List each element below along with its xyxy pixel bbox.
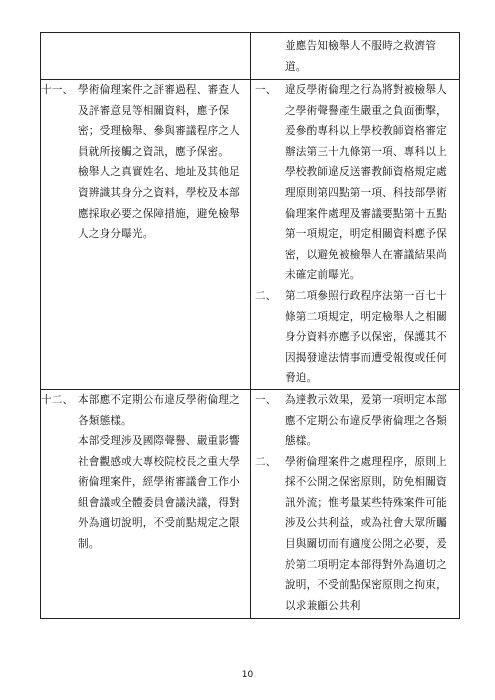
article-item	[41, 80, 250, 162]
table-cell-right	[251, 80, 460, 390]
article-number: 十一、	[41, 84, 74, 96]
item-text: 違反學術倫理之行為將對被檢舉人之學術聲譽產生嚴重之負面衝擊，爰參酌專科以上學校教師資格審定辦法第三十九條第一項、專科以上學校教師違反送審教師資格規定處理原則第四點第一項、科技部學術倫理案件處理及審議要點第十五點第一項規定，明定相關資料應予保密，以避免被檢舉人在審議結果尚未確定前曝光。	[285, 84, 447, 282]
explanation-item	[251, 390, 459, 452]
article-paragraph: 本部受理涉及國際聲譽、嚴重影響社會觀感或大專校院校長之重大學術倫理案件，經學術審議會工作小組會議或全體委員會議決議，得對外為適切說明，不受前點規定之限制。	[78, 435, 240, 551]
page-number: 10	[241, 670, 254, 680]
comparison-table	[40, 32, 460, 619]
table-cell-left	[41, 80, 251, 390]
explanation-item	[251, 80, 459, 286]
item-number: 一、	[255, 393, 277, 406]
item-number: 一、	[255, 84, 277, 96]
table-row	[41, 33, 460, 80]
explanation-item	[251, 286, 459, 389]
item-text: 學術倫理案件之處理程序，原則上採不公開之保密原則，防免相關資訊外流；惟考量某些特殊案件可能涉及公共利益，或為社會大眾所矚目與關切而有適度公開之必要，爰於第二項明定本部得對外為適切之說明，不受前點保密原則之拘束，以求兼顧公共利	[285, 455, 447, 612]
table-row	[41, 389, 460, 619]
table-cell-left	[41, 33, 251, 80]
table-row	[41, 80, 460, 390]
cell-text: 並應告知檢舉人不服時之救濟管道。	[285, 40, 437, 73]
item-text: 第二項參照行政程序法第一百七十條第二項規定，明定檢舉人之相關身分資料亦應予以保密，保護其不因揭發違法情事而遭受報復或任何脅迫。	[285, 289, 447, 385]
item-number: 二、	[255, 289, 277, 302]
item-text: 為達教示效果，爰第一項明定本部應不定期公布違反學術倫理之各類態樣。	[285, 393, 447, 448]
item-number: 二、	[255, 455, 277, 468]
explanation-item	[251, 452, 459, 617]
article-text: 本部應不定期公布違反學術倫理之各類態樣。	[78, 393, 240, 427]
article-paragraph: 檢舉人之真實姓名、地址及其他足資辨識其身分之資料，學校及本部應採取必要之保障措施，避免檢舉人之身分曝光。	[78, 166, 240, 241]
table-cell-right	[251, 389, 460, 619]
table-cell-right	[251, 33, 460, 80]
article-number: 十二、	[41, 393, 74, 406]
article-item	[41, 390, 250, 431]
table-cell-left	[41, 389, 251, 619]
article-text: 學術倫理案件之評審過程、審查人及評審意見等相關資料，應予保密；受理檢舉、參與審議程序之人員就所接觸之資訊，應予保密。	[78, 84, 240, 158]
